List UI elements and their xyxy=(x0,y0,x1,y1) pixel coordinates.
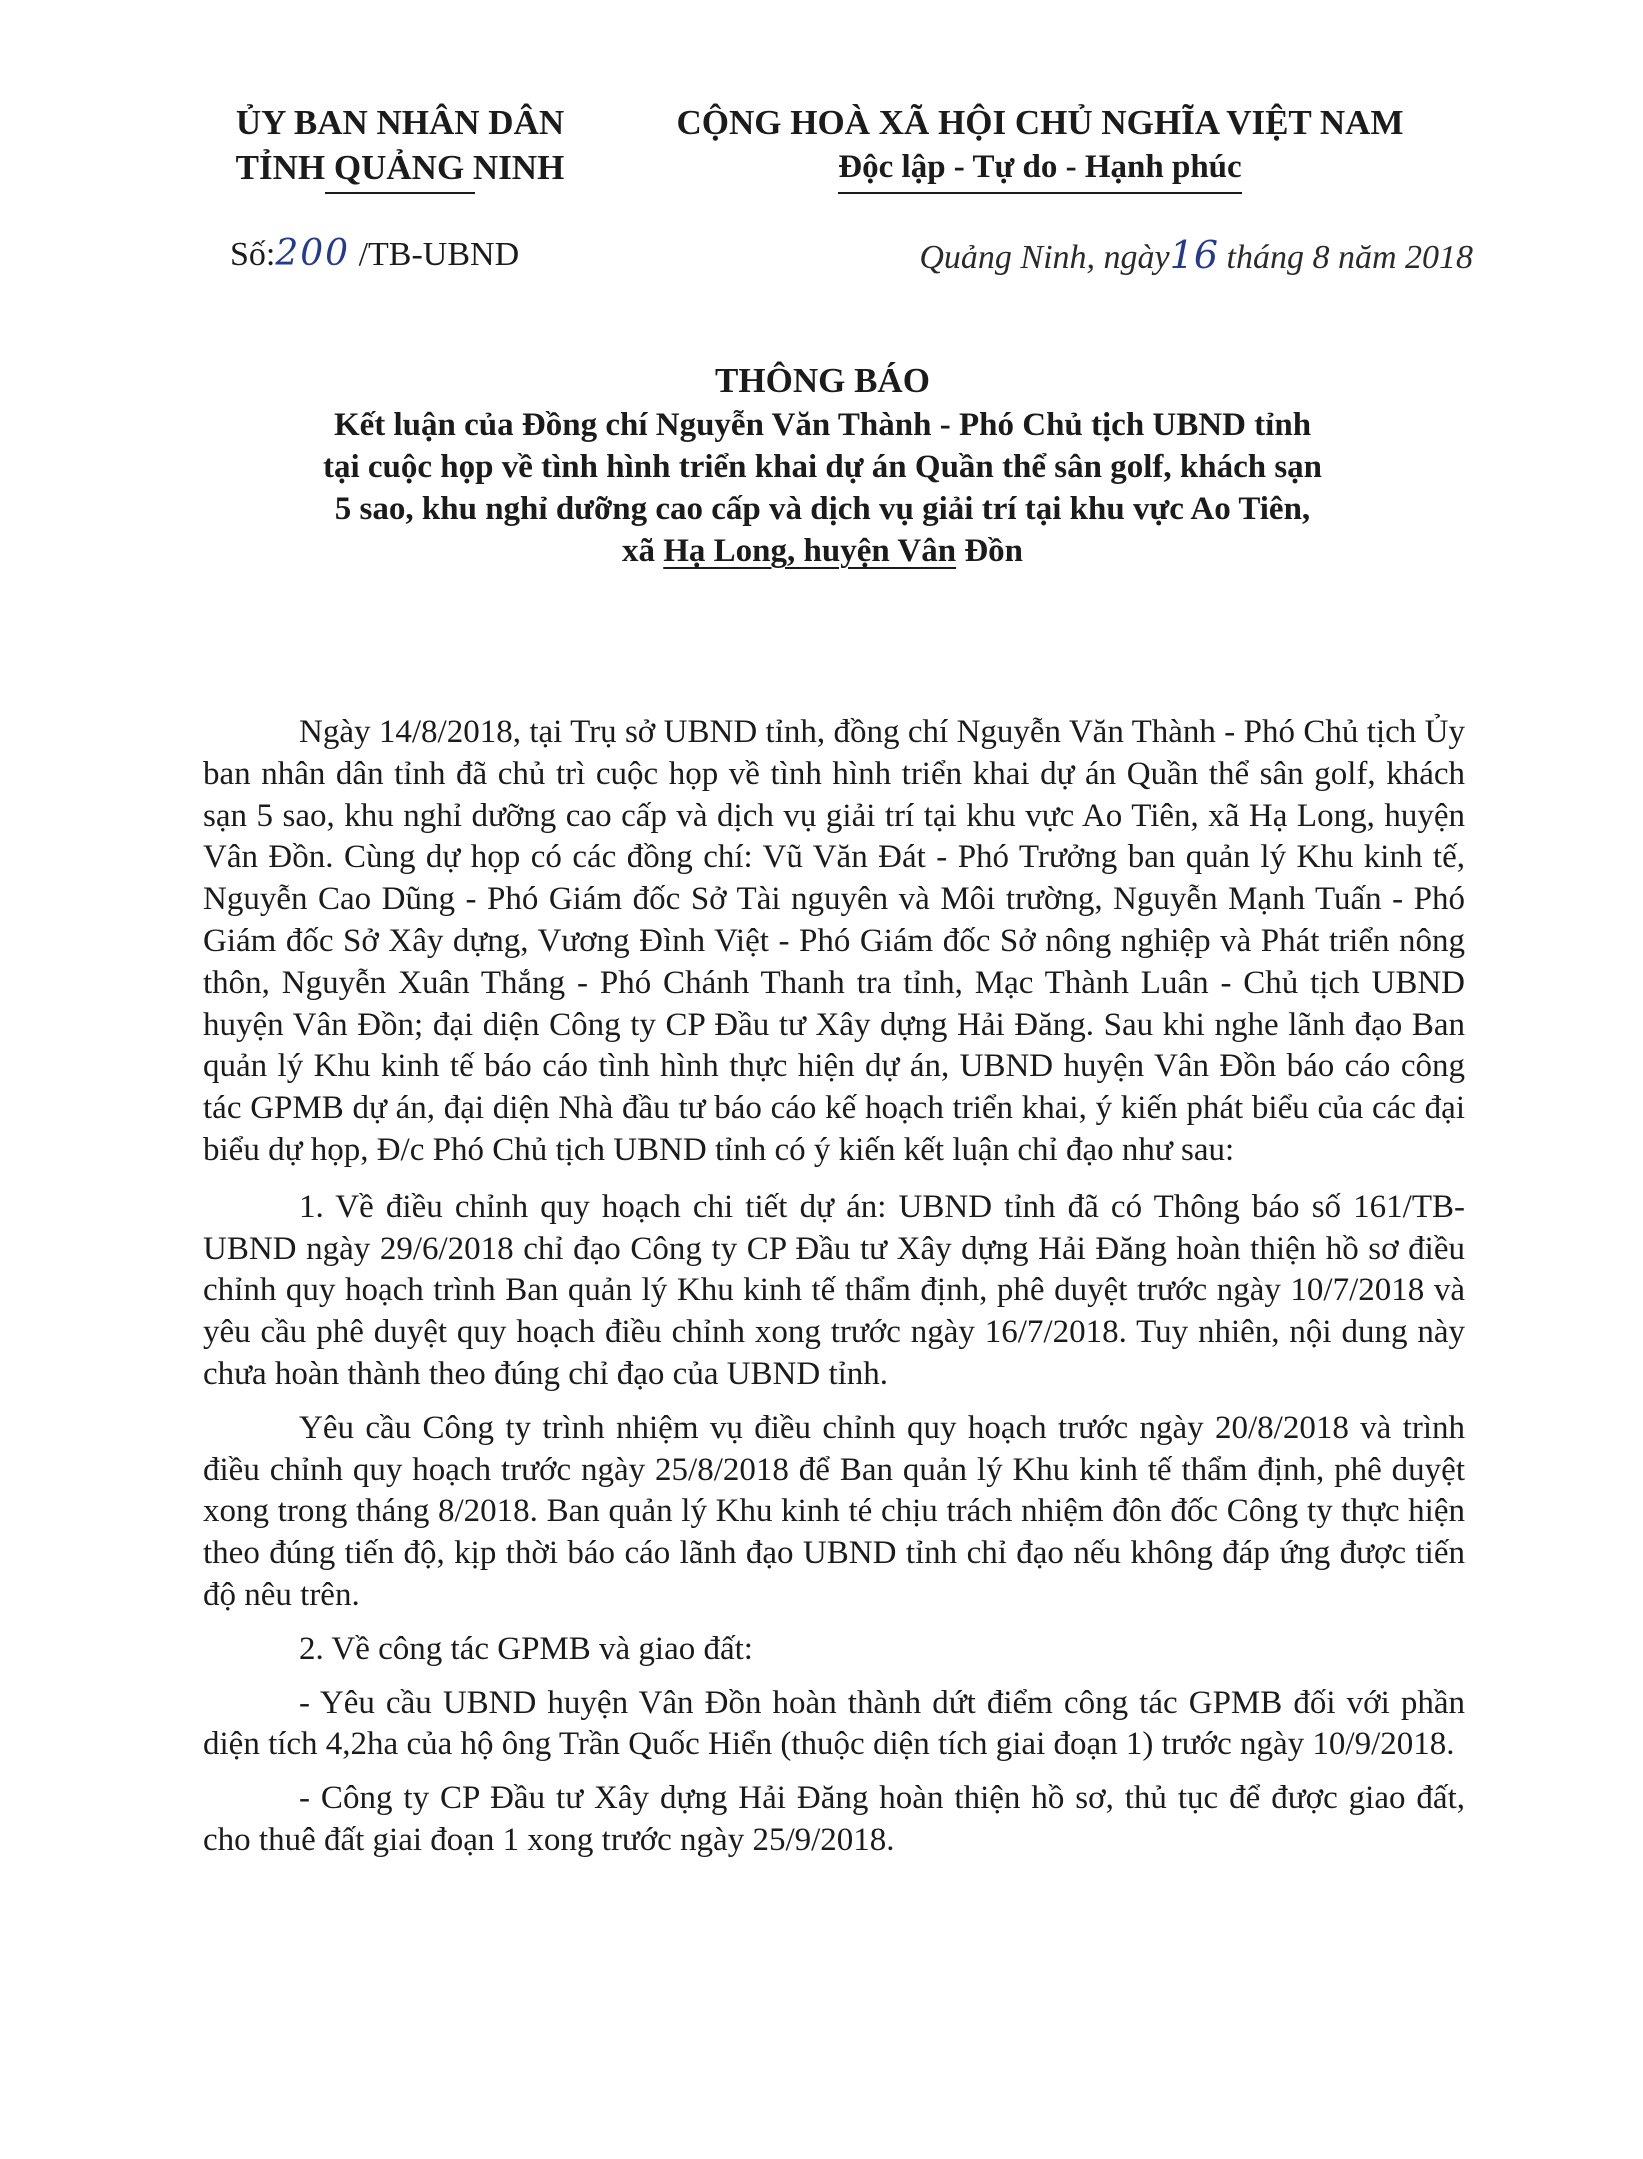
doc-no-prefix: Số: xyxy=(230,236,276,273)
agency-line-1: ỦY BAN NHÂN DÂN xyxy=(235,103,565,142)
title-line-3: 5 sao, khu nghỉ dưỡng cao cấp và dịch vụ giải trí tại khu vực Ao Tiên, xyxy=(334,491,1311,527)
notice-body xyxy=(203,712,1465,1874)
national-motto xyxy=(838,145,1241,194)
document-date xyxy=(919,233,1473,277)
title-line-4-c: Đồn xyxy=(956,533,1023,569)
agency-line-2-text: TỈNH QUẢNG NINH xyxy=(235,148,565,187)
paragraph-section-1: 1. Về điều chỉnh quy hoạch chi tiết dự án: UBND tỉnh đã có Thông báo số 161/TB-UBND ngày 29/6/2018 chỉ đạo Công ty CP Đầu tư Xây dựng Hải Đăng hoàn thiện hồ sơ điều chỉnh quy hoạch trình Ban quản lý Khu kinh tế thẩm định, phê duyệt trước ngày 10/7/2018 và yêu cầu phê duyệt quy hoạch điều chỉnh xong trước ngày 16/7/2018. Tuy nhiên, nội dung này chưa hoàn thành theo đúng chỉ đạo của UBND tỉnh. xyxy=(203,1188,1465,1392)
title-line-4-underlined: Hạ Long, huyện Vân xyxy=(663,533,957,569)
paragraph-land-item: - Công ty CP Đầu tư Xây dựng Hải Đăng hoàn thiện hồ sơ, thủ tục để được giao đất, cho thuê đất giai đoạn 1 xong trước ngày 25/9/2018. xyxy=(203,1780,1465,1858)
motto-text: Độc lập - Tự do - Hạnh phúc xyxy=(838,149,1242,185)
title-line-4 xyxy=(200,530,1445,572)
paragraph-requirement: Yêu cầu Công ty trình nhiệm vụ điều chỉnh quy hoạch trước ngày 20/8/2018 và trình điều chỉnh quy hoạch trước ngày 25/8/2018 để Ban quản lý Khu kinh tế thẩm định, phê duyệt xong trong tháng 8/2018. Ban quản lý Khu kinh té chịu trách nhiệm đôn đốc Công ty thực hiện theo đúng tiến độ, kịp thời báo cáo lãnh đạo UBND tỉnh chỉ đạo nếu không đáp ứng được tiến độ nêu trên. xyxy=(203,1409,1465,1613)
title-main: THÔNG BÁO xyxy=(715,361,930,400)
nation-name: CỘNG HOÀ XÃ HỘI CHỦ NGHĨA VIỆT NAM xyxy=(676,103,1404,142)
paragraph-section-2-heading: 2. Về công tác GPMB và giao đất: xyxy=(299,1630,753,1667)
national-heading xyxy=(640,100,1440,195)
notice-title xyxy=(200,358,1445,572)
motto-underline xyxy=(838,192,1241,194)
title-line-2: tại cuộc họp về tình hình triển khai dự án Quần thể sân golf, khách sạn xyxy=(322,449,1323,485)
date-day-handwritten: 16 xyxy=(1169,233,1218,277)
date-prefix: Quảng Ninh, ngày xyxy=(919,239,1170,276)
paragraph-intro: Ngày 14/8/2018, tại Trụ sở UBND tỉnh, đồng chí Nguyễn Văn Thành - Phó Chủ tịch Ủy ban nhân dân tỉnh đã chủ trì cuộc họp về tình hình triển khai dự án Quần thể sân golf, khách sạn 5 sao, khu nghỉ dưỡng cao cấp và dịch vụ giải trí tại khu vực Ao Tiên, xã Hạ Long, huyện Vân Đồn. Cùng dự họp có các đồng chí: Vũ Văn Đát - Phó Trưởng ban quản lý Khu kinh tế, Nguyễn Cao Dũng - Phó Giám đốc Sở Tài nguyên và Môi trường, Nguyễn Mạnh Tuấn - Phó Giám đốc Sở Xây dựng, Vương Đình Việt - Phó Giám đốc Sở nông nghiệp và Phát triển nông thôn, Nguyễn Xuân Thắng - Phó Chánh Thanh tra tỉnh, Mạc Thành Luân - Chủ tịch UBND huyện Vân Đồn; đại diện Công ty CP Đầu tư Xây dựng Hải Đăng. Sau khi nghe lãnh đạo Ban quản lý Khu kinh tế báo cáo tình hình thực hiện dự án, UBND huyện Vân Đồn báo cáo công tác GPMB dự án, đại diện Nhà đầu tư báo cáo kế hoạch triển khai, ý kiến phát biểu của các đại biểu dự họp, Đ/c Phó Chủ tịch UBND tỉnh có ý kiến kết luận chỉ đạo như sau: xyxy=(203,714,1465,1168)
title-line-1: Kết luận của Đồng chí Nguyễn Văn Thành - Phó Chủ tịch UBND tỉnh xyxy=(333,407,1312,443)
doc-no-suffix: /TB-UBND xyxy=(350,236,520,273)
agency-underline xyxy=(325,192,475,194)
document-number xyxy=(230,233,519,274)
doc-no-handwritten: 200 xyxy=(275,233,351,274)
date-suffix: tháng 8 năm 2018 xyxy=(1218,239,1473,276)
paragraph-gpmb-item: - Yêu cầu UBND huyện Vân Đồn hoàn thành dứt điểm công tác GPMB đối với phần diện tích 4,2ha của hộ ông Trần Quốc Hiển (thuộc diện tích giai đoạn 1) trước ngày 10/9/2018. xyxy=(203,1684,1465,1763)
title-line-4-a: xã xyxy=(621,533,664,569)
issuing-agency xyxy=(175,100,625,194)
agency-line-2 xyxy=(236,145,565,194)
